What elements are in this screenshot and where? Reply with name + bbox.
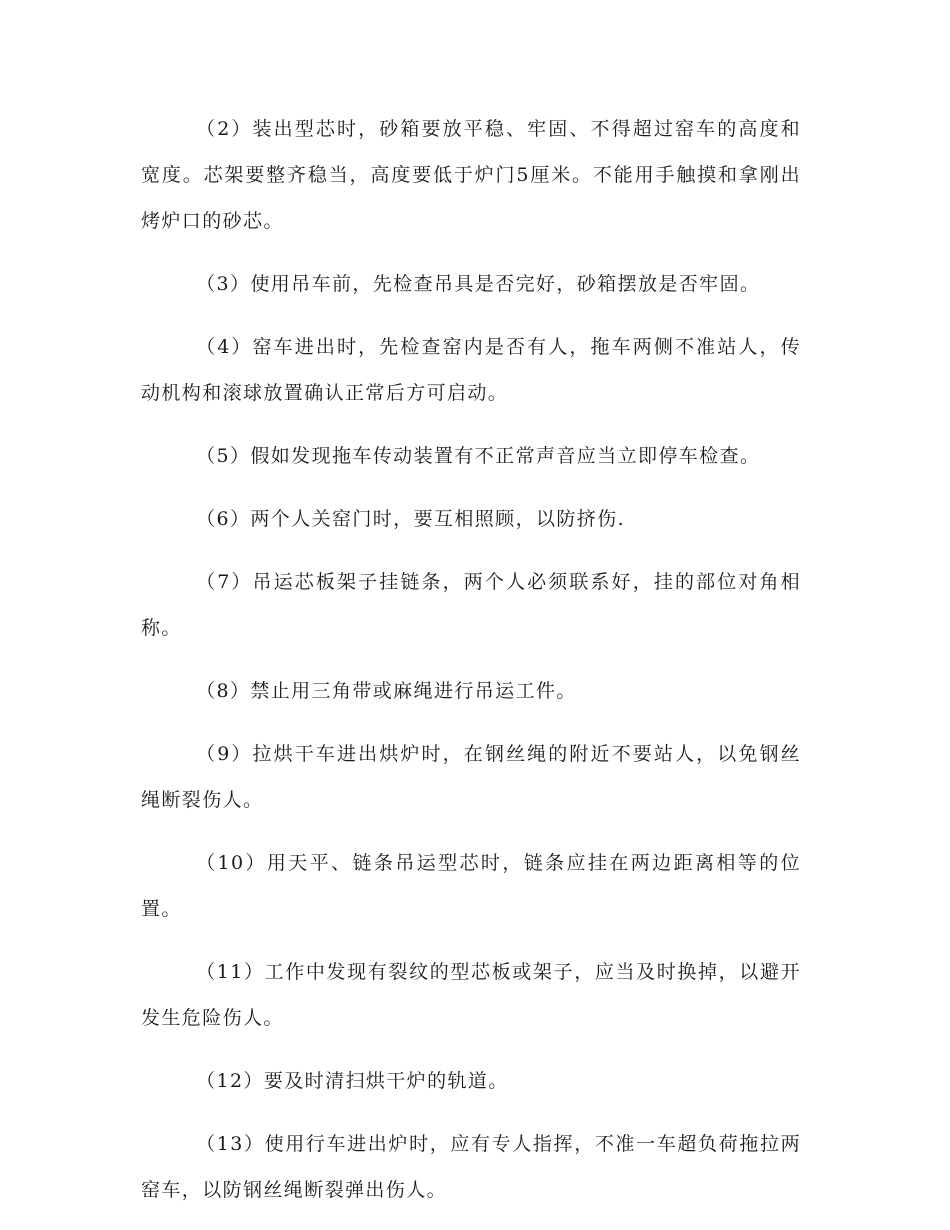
- paragraph-item-8: （8）禁止用三角带或麻绳进行吊运工件。: [196, 680, 577, 702]
- paragraph-item-2: （2）装出型芯时，砂箱要放平稳、牢固、不得超过窑车的高度和宽度。芯架要整齐稳当，高度要低于炉门5厘米。不能用手触摸和拿刚出烤炉口的砂芯。: [141, 118, 801, 232]
- paragraph-item-10: （10）用天平、链条吊运型芯时，链条应挂在两边距离相等的位置。: [141, 852, 801, 920]
- paragraph-item-6: （6）两个人关窑门时，要互相照顾，以防挤伤.: [196, 508, 626, 530]
- paragraph-item-5: （5）假如发现拖车传动装置有不正常声音应当立即停车检查。: [196, 445, 761, 467]
- paragraph-item-4: （4）窑车进出时，先检查窑内是否有人，拖车两侧不准站人，传动机构和滚球放置确认正常后方可启动。: [141, 336, 801, 404]
- paragraph-item-12: （12）要及时清扫烘干炉的轨道。: [196, 1070, 509, 1092]
- paragraph-item-13: （13）使用行车进出炉时，应有专人指挥，不准一车超负荷拖拉两窑车，以防钢丝绳断裂弹出伤人。: [141, 1133, 801, 1201]
- paragraph-item-7: （7）吊运芯板架子挂链条，两个人必须联系好，挂的部位对角相称。: [141, 571, 801, 639]
- paragraph-item-9: （9）拉烘干车进出烘炉时，在钢丝绳的附近不要站人，以免钢丝绳断裂伤人。: [141, 743, 801, 811]
- document-body: [141, 106, 801, 1230]
- paragraph-item-11: （11）工作中发现有裂纹的型芯板或架子，应当及时换掉，以避开发生危险伤人。: [141, 961, 801, 1029]
- paragraph-item-3: （3）使用吊车前，先检查吊具是否完好，砂箱摆放是否牢固。: [196, 273, 761, 295]
